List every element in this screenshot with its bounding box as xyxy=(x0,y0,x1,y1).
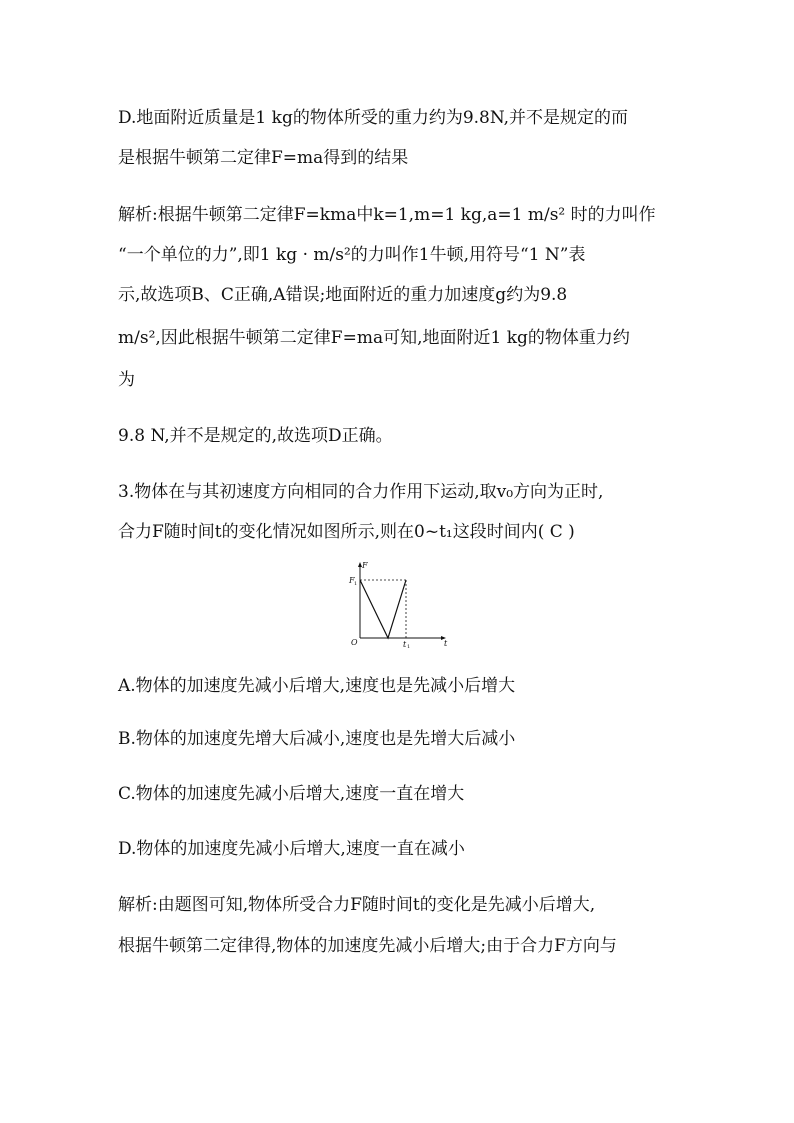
analysis-1-line-4: m/s²,因此根据牛顿第二定律F=ma可知,地面附近1 kg的物体重力约 xyxy=(118,328,630,348)
f1-subscript: 1 xyxy=(354,581,358,587)
t1-subscript: 1 xyxy=(407,644,411,650)
origin-label: O xyxy=(351,638,358,647)
x-axis-label: t xyxy=(444,639,448,648)
analysis-2-line-2: 根据牛顿第二定律得,物体的加速度先减小后增大;由于合力F方向与 xyxy=(118,936,617,956)
option-b: B.物体的加速度先增大后减小,速度也是先增大后减小 xyxy=(118,729,516,749)
analysis-1-line-1: 解析:根据牛顿第二定律F=kma中k=1,m=1 kg,a=1 m/s² 时的力叫作 xyxy=(118,205,656,225)
question-3-line-2: 合力F随时间t的变化情况如图所示,则在0~t₁这段时间内( C ) xyxy=(118,522,575,542)
t1-label: t xyxy=(403,640,407,649)
analysis-1-line-6: 9.8 N,并不是规定的,故选项D正确。 xyxy=(118,426,393,446)
option-a: A.物体的加速度先减小后增大,速度也是先减小后增大 xyxy=(118,676,516,696)
option-d-text-line-1: D.地面附近质量是1 kg的物体所受的重力约为9.8N,并不是规定的而 xyxy=(118,108,629,128)
analysis-2-line-1: 解析:由题图可知,物体所受合力F随时间t的变化是先减小后增大, xyxy=(118,895,596,915)
analysis-1-line-3: 示,故选项B、C正确,A错误;地面附近的重力加速度g约为9.8 xyxy=(118,285,568,305)
option-d: D.物体的加速度先减小后增大,速度一直在减小 xyxy=(118,839,465,859)
analysis-1-line-2: “一个单位的力”,即1 kg · m/s²的力叫作1牛顿,用符号“1 N”表 xyxy=(118,245,586,265)
f1-label: F xyxy=(349,576,355,585)
analysis-1-line-5: 为 xyxy=(118,370,135,390)
question-3-line-1: 3.物体在与其初速度方向相同的合力作用下运动,取v₀方向为正时, xyxy=(118,482,604,502)
option-c: C.物体的加速度先减小后增大,速度一直在增大 xyxy=(118,784,465,804)
option-d-text-line-2: 是根据牛顿第二定律F=ma得到的结果 xyxy=(118,148,409,168)
y-axis-label: F xyxy=(362,561,368,570)
force-time-graph-svg xyxy=(340,560,450,650)
force-time-graph xyxy=(340,560,450,650)
force-curve xyxy=(360,580,406,638)
